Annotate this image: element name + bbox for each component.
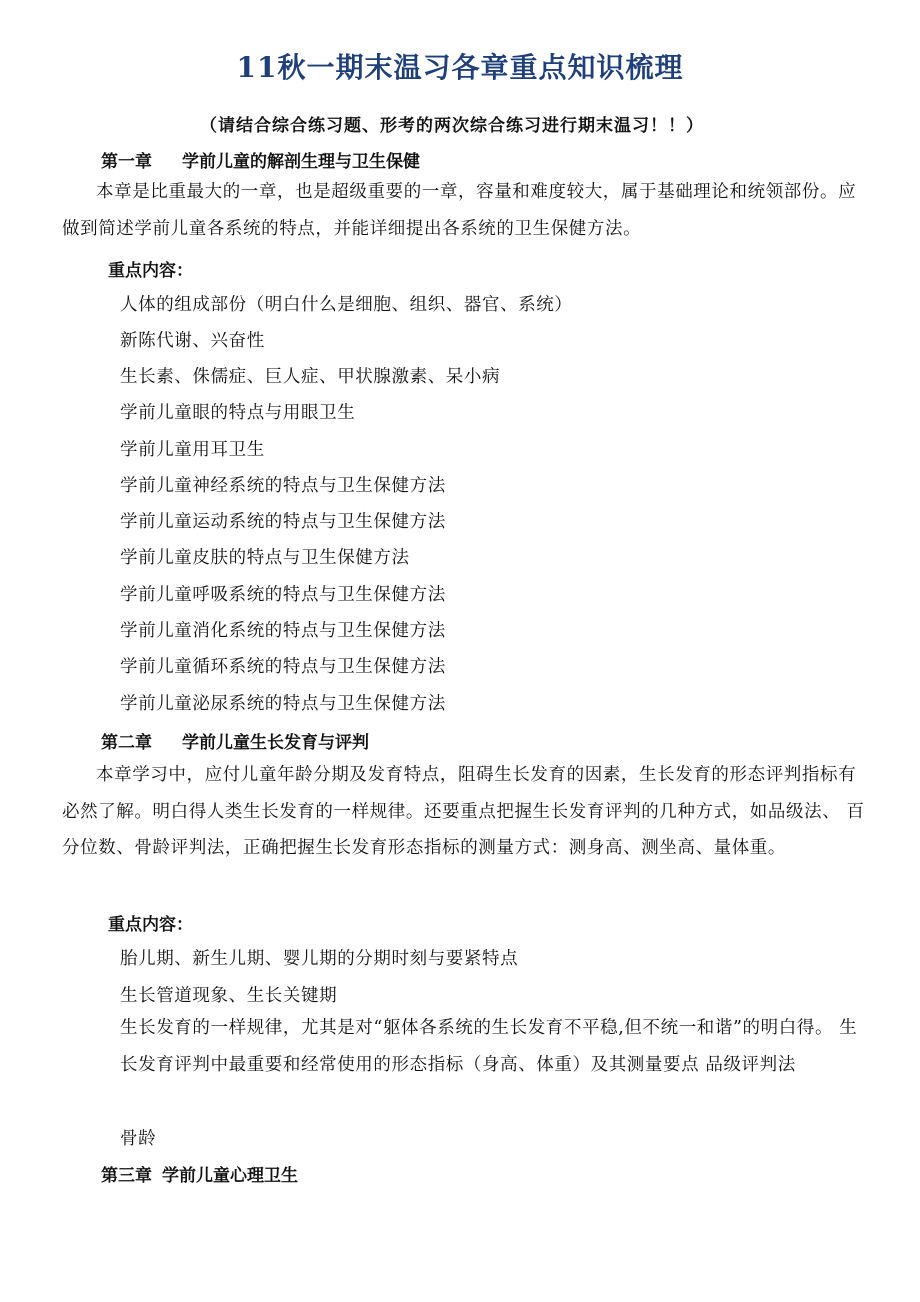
list-item: 学前儿童泌尿系统的特点与卫生保健方法 — [120, 694, 446, 714]
chapter-1-key-label: 重点内容： — [108, 261, 193, 281]
chapter-2-intro — [62, 757, 868, 867]
list-item: 骨龄 — [120, 1129, 157, 1149]
chapter-1-intro-text: 本章是比重最大的一章，也是超级重要的一章，容量和难度较大，属于基础理论和统领部份。应做到简述学前儿童各系统的特点，并能详细提出各系统的卫生保健方法。 — [62, 182, 857, 239]
chapter-2-intro-text: 本章学习中，应付儿童年龄分期及发育特点，阻碍生长发育的因素，生长发育的形态评判指标有必然了解。明白得人类生长发育的一样规律。还要重点把握生长发育评判的几种方式，如品级法、 百分位数、骨龄评判法，正确把握生长发育形态指标的测量方式：测身高、测坐高、量体重。 — [62, 765, 865, 858]
document-subtitle: （请结合综合练习题、形考的两次综合练习进行期末温习！！） — [200, 116, 704, 136]
chapter-1-name: 学前儿童的解剖生理与卫生保健 — [182, 152, 420, 172]
list-item: 学前儿童用耳卫生 — [120, 440, 265, 460]
chapter-3-heading — [101, 1161, 298, 1186]
chapter-3-number: 第三章 — [101, 1166, 152, 1186]
list-item: 学前儿童神经系统的特点与卫生保健方法 — [120, 476, 446, 496]
chapter-2-heading — [101, 728, 369, 753]
list-item: 学前儿童消化系统的特点与卫生保健方法 — [120, 621, 446, 641]
chapter-1-intro — [62, 174, 868, 247]
list-item: 生长管道现象、生长关键期 — [120, 986, 338, 1006]
list-item: 学前儿童呼吸系统的特点与卫生保健方法 — [120, 585, 446, 605]
list-item: 学前儿童循环系统的特点与卫生保健方法 — [120, 657, 446, 677]
chapter-3-name: 学前儿童心理卫生 — [162, 1166, 298, 1186]
chapter-2-number: 第二章 — [101, 733, 152, 753]
chapter-1-number: 第一章 — [101, 152, 152, 172]
document-title: 11秋一期末温习各章重点知识梳理 — [236, 51, 684, 84]
list-item: 学前儿童眼的特点与用眼卫生 — [120, 403, 356, 423]
list-item-long: 生长发育的一样规律，尤其是对“躯体各系统的生长发育不平稳,但不统一和谐”的明白得。 生长发育评判中最重要和经常使用的形态指标（身高、体重）及其测量要点 品级评判法 — [120, 1018, 858, 1075]
chapter-2-key-label: 重点内容： — [108, 915, 193, 935]
list-item: 学前儿童运动系统的特点与卫生保健方法 — [120, 512, 446, 532]
list-item: 人体的组成部份（明白什么是细胞、组织、器官、系统） — [120, 295, 573, 315]
chapter-1-heading — [101, 147, 420, 172]
list-item: 新陈代谢、兴奋性 — [120, 331, 265, 351]
list-item: 学前儿童皮肤的特点与卫生保健方法 — [120, 548, 410, 568]
list-item: 生长素、侏儒症、巨人症、甲状腺激素、呆小病 — [120, 367, 501, 387]
chapter-2-name: 学前儿童生长发育与评判 — [182, 733, 369, 753]
list-item: 胎儿期、新生儿期、婴儿期的分期时刻与要紧特点 — [120, 949, 519, 969]
